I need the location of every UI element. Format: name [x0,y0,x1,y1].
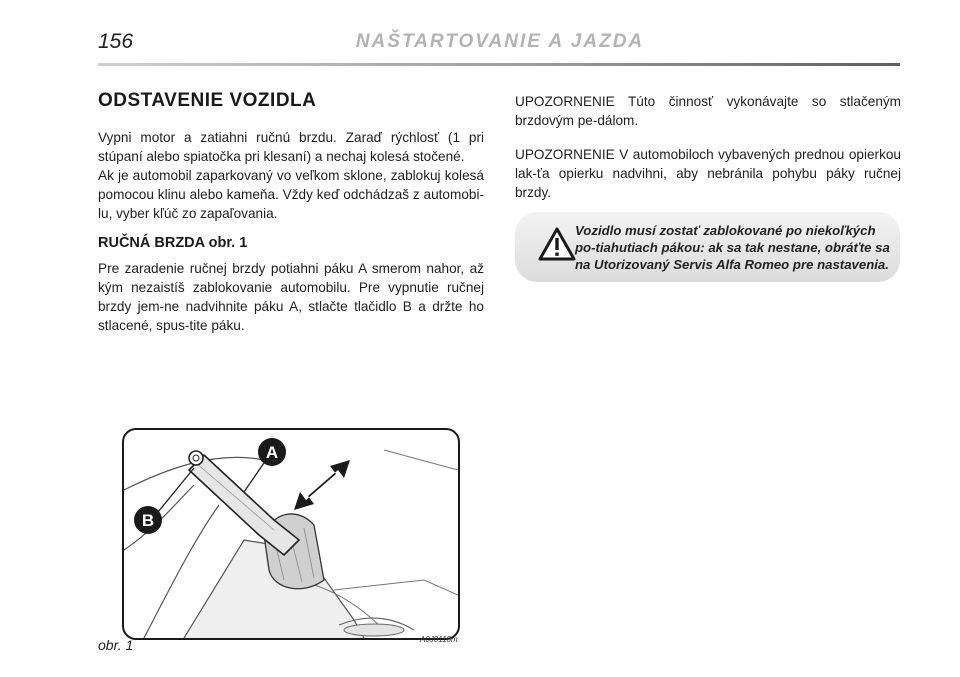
header-rule [98,63,900,66]
handbrake-subheading: RUČNÁ BRZDA obr. 1 [98,235,248,251]
parking-paragraph-2: Ak je automobil zaparkovaný vo veľkom sklone, zablokuj kolesá pomocou klinu alebo kameňa. Vždy keď odchádzaš z automobi-lu, vyber kľúč zo zapaľovania. [98,168,484,221]
callout-b-label: B [141,511,155,530]
parking-paragraph-1: Vypni motor a zatiahni ručnú brzdu. Zaraď rýchlosť (1 pri stúpaní alebo spiatočka pri klesaní) a nechaj kolesá stočené. [98,130,484,164]
figure-caption: obr. 1 [98,637,134,653]
running-head: NAŠTARTOVANIE A JAZDA [355,31,645,52]
warning-box [515,212,900,282]
left-column [98,90,484,335]
page-number: 156 [98,30,134,53]
warning-triangle-icon [537,226,577,262]
handbrake-figure [122,428,460,640]
double-arrow-icon [294,460,350,510]
section-heading: ODSTAVENIE VOZIDLA [98,90,317,111]
note-armrest: UPOZORNENIE V automobiloch vybavených prednou opierkou lak-ťa opierku nadvihni, aby nebránila pohybu páky ručnej brzdy. [515,147,901,200]
warning-text: Vozidlo musí zostať zablokované po niekoľkých po-tiahutiach pákou: ak sa tak nestane, obráťte sa na Utorizovaný Servis Alfa Romeo pre nastavenia. [575,223,890,272]
note-brake-pedal: UPOZORNENIE Túto činnosť vykonávajte so stlačeným brzdovým pe-dálom. [515,94,901,128]
handbrake-paragraph: Pre zaradenie ručnej brzdy potiahni páku A smerom nahor, až kým nezaistíš zablokovanie automobilu. Pre vypnutie ručnej brzdy jem-ne nadvihnite páku A, stlačte tlačidlo B a držte ho stlacené, spus-tite páku. [98,261,484,333]
handbrake-illustration [124,430,458,638]
callout-a-label: A [265,443,279,462]
right-column [515,92,901,217]
figure-code: A0J0110m [420,635,458,644]
